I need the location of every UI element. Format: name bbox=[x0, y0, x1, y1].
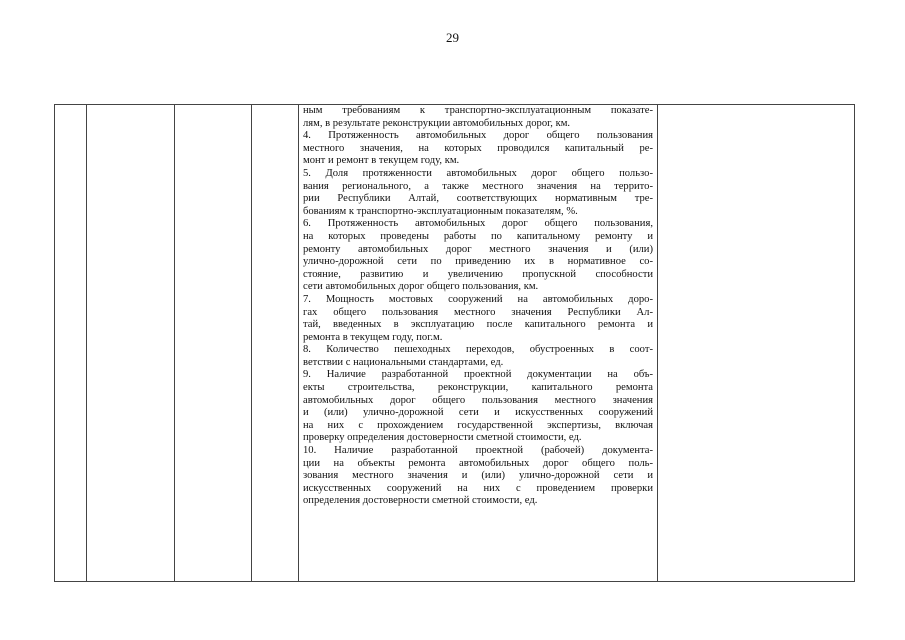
indicator-line: екты строительства, реконструкции, капитального ремонта bbox=[303, 382, 653, 394]
indicator-line: улично-дорожной сети по приведению их в нормативное со- bbox=[303, 256, 653, 268]
indicator-line: и (или) улично-дорожной сети и искусственных сооружений bbox=[303, 407, 653, 419]
indicator-line: гах общего пользования местного значения Республики Ал- bbox=[303, 306, 653, 318]
indicator-line: рии Республики Алтай, соответствующих нормативным тре- bbox=[303, 193, 653, 205]
indicator-line: сети автомобильных дорог общего пользования, км. bbox=[303, 281, 539, 293]
table-cell-empty-2 bbox=[87, 105, 175, 582]
indicator-line: ным требованиям к транспортно-эксплуатационным показате- bbox=[303, 105, 653, 116]
indicator-line: тай, введенных в эксплуатацию после капитального ремонта и bbox=[303, 319, 653, 331]
indicator-line: 6. Протяженность автомобильных дорог общего пользования, bbox=[303, 218, 653, 230]
indicator-line: ремонта в текущем году, пог.м. bbox=[303, 331, 443, 343]
table-cell-empty-6 bbox=[658, 105, 855, 582]
table-row bbox=[55, 105, 855, 582]
indicator-line: вания регионального, а также местного значения на террито- bbox=[303, 180, 653, 192]
table-cell-empty-1 bbox=[55, 105, 87, 582]
indicator-line: 4. Протяженность автомобильных дорог общего пользования bbox=[303, 130, 653, 142]
page-number: 29 bbox=[446, 30, 459, 45]
indicator-lines bbox=[303, 105, 653, 508]
indicator-line: ции на объекты ремонта автомобильных дорог общего поль- bbox=[303, 457, 653, 469]
indicator-line: на которых проведены работы по капитальному ремонту и bbox=[303, 230, 653, 242]
indicator-line: определения достоверности сметной стоимости, ед. bbox=[303, 495, 538, 507]
indicator-line: ветствии с национальными стандартами, ед. bbox=[303, 356, 504, 368]
indicator-line: 9. Наличие разработанной проектной документации на объ- bbox=[303, 369, 653, 381]
indicator-line: 7. Мощность мостовых сооружений на автомобильных доро- bbox=[303, 293, 653, 305]
indicator-line: на них с прохождением государственной экспертизы, включая bbox=[303, 419, 653, 431]
indicator-line: стояние, развитию и увеличению пропускной способности bbox=[303, 268, 653, 280]
indicator-line: проверку определения достоверности сметной стоимости, ед. bbox=[303, 432, 582, 444]
indicator-line: лям, в результате реконструкции автомобильных дорог, км. bbox=[303, 117, 571, 129]
indicator-line: зования местного значения и (или) улично-дорожной сети и bbox=[303, 470, 653, 482]
indicator-line: местного значения, на которых проводился капитальный ре- bbox=[303, 142, 653, 154]
indicators-table bbox=[54, 104, 855, 582]
table-cell-empty-3 bbox=[175, 105, 252, 582]
indicator-line: бованиям к транспортно-эксплуатационным показателям, %. bbox=[303, 205, 578, 217]
table-cell-empty-4 bbox=[252, 105, 299, 582]
indicator-line: 8. Количество пешеходных переходов, обустроенных в соот- bbox=[303, 344, 653, 356]
indicator-line: искусственных сооружений на них с проведением проверки bbox=[303, 482, 653, 494]
indicator-line: монт и ремонт в текущем году, км. bbox=[303, 155, 460, 167]
indicator-line: ремонту автомобильных дорог местного значения и (или) bbox=[303, 243, 653, 255]
indicator-line: 5. Доля протяженности автомобильных дорог общего пользо- bbox=[303, 167, 653, 179]
indicators-text-cell bbox=[299, 105, 658, 582]
indicator-line: автомобильных дорог общего пользования местного значения bbox=[303, 394, 653, 406]
indicator-line: 10. Наличие разработанной проектной (рабочей) документа- bbox=[303, 445, 653, 457]
